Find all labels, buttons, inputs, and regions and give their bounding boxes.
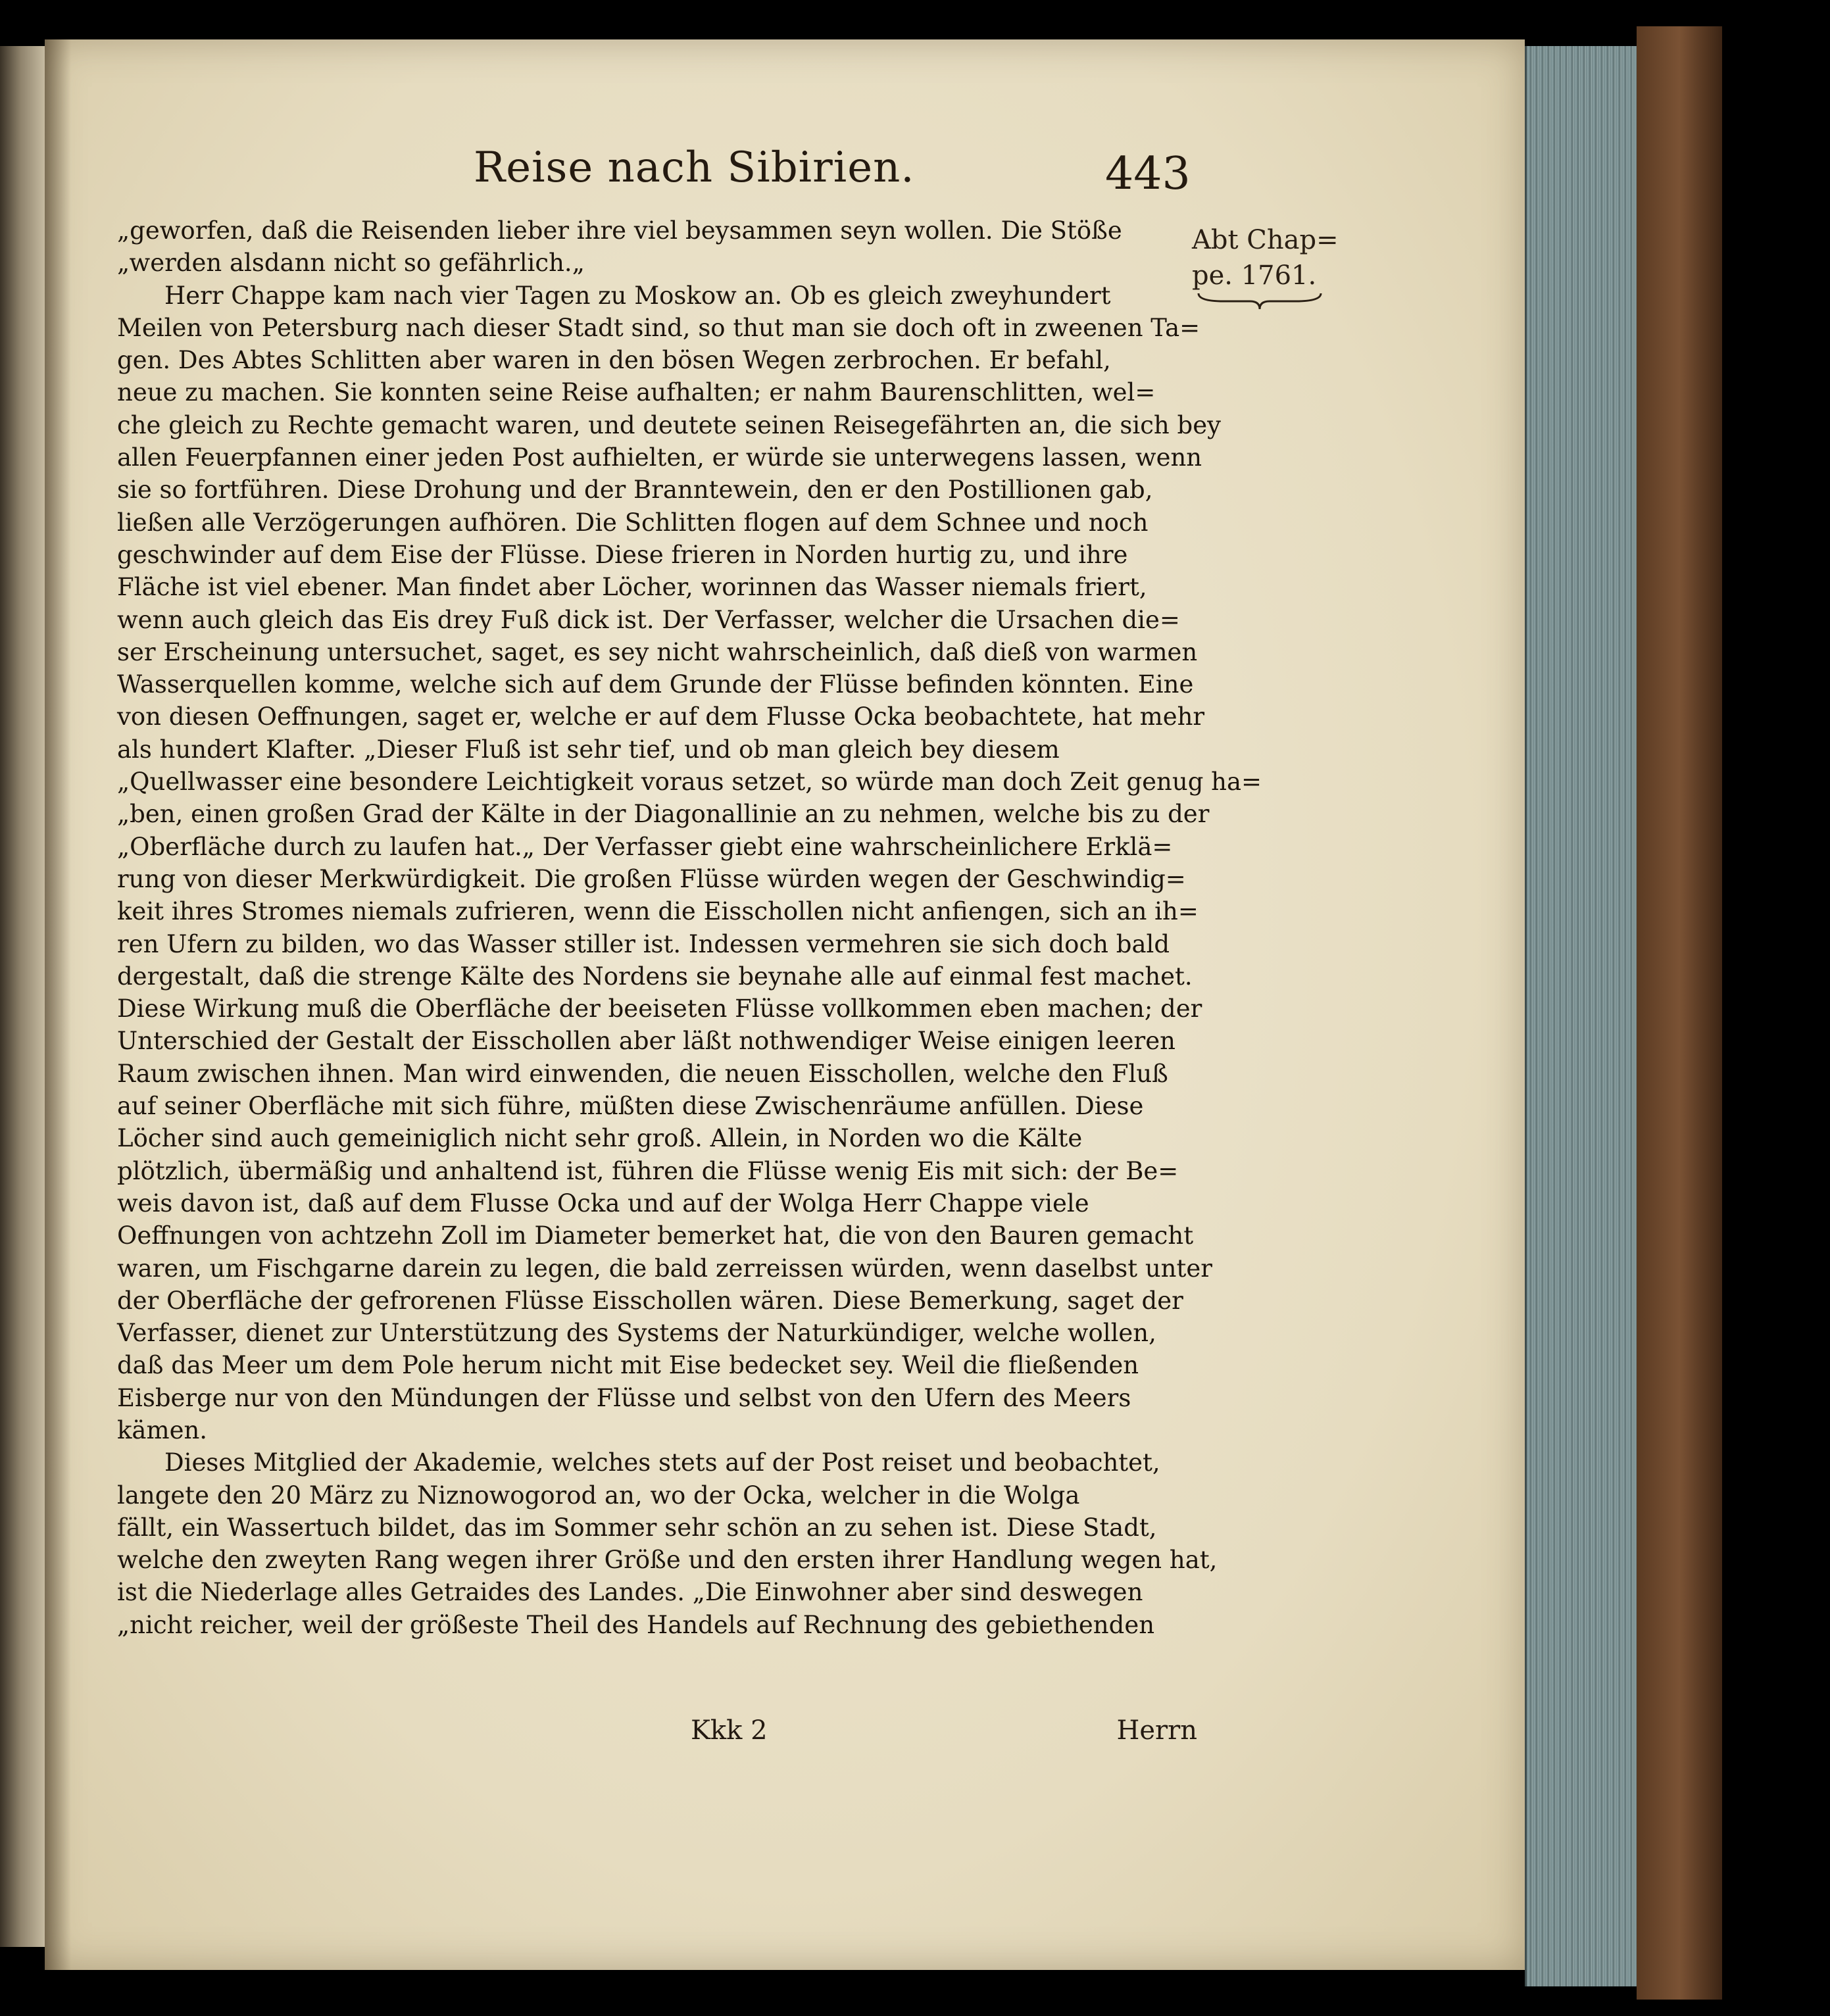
text-line: als hundert Klafter. „Dieser Fluß ist sehr tief, und ob man gleich bey diesem	[117, 735, 1060, 764]
text-line: auf seiner Oberfläche mit sich führe, müßten diese Zwischenräume anfüllen. Diese	[117, 1092, 1144, 1121]
text-line: der Oberfläche der gefrorenen Flüsse Eisschollen wären. Diese Bemerkung, saget der	[117, 1286, 1183, 1315]
text-line: gen. Des Abtes Schlitten aber waren in den bösen Wegen zerbrochen. Er befahl,	[117, 346, 1111, 375]
text-line: waren, um Fischgarne darein zu legen, die bald zerreissen würden, wenn daselbst unter	[117, 1254, 1212, 1283]
text-line: Wasserquellen komme, welche sich auf dem Grunde der Flüsse befinden könnten. Eine	[117, 670, 1194, 699]
text-line: „werden alsdann nicht so gefährlich.„	[117, 249, 585, 278]
text-line: Herr Chappe kam nach vier Tagen zu Moskow an. Ob es gleich zweyhundert	[164, 281, 1111, 310]
margin-brace	[1197, 291, 1322, 310]
text-line: keit ihres Stromes niemals zufrieren, wenn die Eisschollen nicht anfiengen, sich an ih=	[117, 897, 1199, 926]
text-line: Fläche ist viel ebener. Man findet aber Löcher, worinnen das Wasser niemals friert,	[117, 573, 1147, 602]
text-line: fällt, ein Wassertuch bildet, das im Sommer sehr schön an zu sehen ist. Diese Stadt,	[117, 1513, 1157, 1542]
text-line: Verfasser, dienet zur Unterstützung des Systems der Naturkündiger, welche wollen,	[117, 1319, 1156, 1348]
page-block-edges	[1525, 46, 1639, 1986]
text-line: plötzlich, übermäßig und anhaltend ist, führen die Flüsse wenig Eis mit sich: der Be=	[117, 1156, 1179, 1185]
facing-page-edge	[0, 46, 46, 1947]
text-line: „nicht reicher, weil der größeste Theil des Handels auf Rechnung des gebiethenden	[117, 1610, 1155, 1639]
text-line: weis davon ist, daß auf dem Flusse Ocka und auf der Wolga Herr Chappe viele	[117, 1189, 1089, 1217]
margin-note-line-1: Abt Chap=	[1192, 225, 1339, 255]
text-line: daß das Meer um dem Pole herum nicht mit Eise bedecket sey. Weil die fließenden	[117, 1351, 1139, 1380]
text-line: Eisberge nur von den Mündungen der Flüsse und selbst von den Ufern des Meers	[117, 1383, 1131, 1412]
text-line: Unterschied der Gestalt der Eisschollen aber läßt nothwendiger Weise einigen leeren	[117, 1027, 1175, 1056]
page-footer	[112, 1715, 1197, 1755]
text-line: Diese Wirkung muß die Oberfläche der beeiseten Flüsse vollkommen eben machen; der	[117, 995, 1202, 1023]
text-line: sie so fortführen. Diese Drohung und der Branntewein, den er den Postillionen gab,	[117, 476, 1153, 504]
text-line: welche den zweyten Rang wegen ihrer Größe und den ersten ihrer Handlung wegen hat,	[117, 1546, 1218, 1575]
text-line: allen Feuerpfannen einer jeden Post aufhielten, er würde sie unterwegens lassen, wenn	[117, 443, 1202, 472]
text-line: ser Erscheinung untersuchet, saget, es sey nicht wahrscheinlich, daß dieß von warmen	[117, 637, 1198, 666]
text-line: wenn auch gleich das Eis drey Fuß dick ist. Der Verfasser, welcher die Ursachen die=	[117, 605, 1180, 634]
text-line: „Oberfläche durch zu laufen hat.„ Der Verfasser giebt eine wahrscheinlichere Erklä=	[117, 832, 1173, 861]
text-line: „ben, einen großen Grad der Kälte in der Diagonallinie an zu nehmen, welche bis zu der	[117, 800, 1210, 829]
margin-note-line-2: pe. 1761.	[1192, 260, 1317, 291]
text-line: langete den 20 März zu Niznowogorod an, wo der Ocka, welcher in die Wolga	[117, 1481, 1080, 1510]
text-line: ließen alle Verzögerungen aufhören. Die Schlitten flogen auf dem Schnee und noch	[117, 508, 1149, 537]
text-line: Meilen von Petersburg nach dieser Stadt sind, so thut man sie doch oft in zweenen Ta=	[117, 313, 1200, 342]
text-line: rung von dieser Merkwürdigkeit. Die großen Flüsse würden wegen der Geschwindig=	[117, 864, 1186, 893]
running-title: Reise nach Sibirien.	[474, 143, 915, 192]
text-line: „geworfen, daß die Reisenden lieber ihre viel beysammen seyn wollen. Die Stöße	[117, 216, 1122, 245]
text-line: kämen.	[117, 1415, 208, 1444]
text-line: von diesen Oeffnungen, saget er, welche er auf dem Flusse Ocka beobachtete, hat mehr	[117, 702, 1205, 731]
page-number: 443	[1105, 148, 1191, 200]
margin-note	[1192, 222, 1343, 293]
text-line: Dieses Mitglied der Akademie, welches stets auf der Post reiset und beobachtet,	[164, 1448, 1160, 1477]
catchword: Herrn	[1116, 1715, 1197, 1746]
leather-cover-edge	[1637, 26, 1722, 2000]
text-line: Oeffnungen von achtzehn Zoll im Diameter bemerket hat, die von den Bauren gemacht	[117, 1221, 1194, 1250]
text-line: geschwinder auf dem Eise der Flüsse. Diese frieren in Norden hurtig zu, und ihre	[117, 540, 1128, 569]
text-line: „Quellwasser eine besondere Leichtigkeit voraus setzet, so würde man doch Zeit genug ha=	[117, 768, 1262, 797]
text-line: che gleich zu Rechte gemacht waren, und deutete seinen Reisegefährten an, die sich bey	[117, 410, 1221, 439]
page-gutter-shadow	[45, 39, 71, 1970]
text-line: Raum zwischen ihnen. Man wird einwenden, die neuen Eisschollen, welche den Fluß	[117, 1059, 1168, 1088]
text-line: dergestalt, daß die strenge Kälte des Nordens sie beynahe alle auf einmal fest machet.	[117, 962, 1193, 991]
signature-mark: Kkk 2	[691, 1715, 768, 1746]
text-line: ist die Niederlage alles Getraides des Landes. „Die Einwohner aber sind deswegen	[117, 1578, 1143, 1607]
text-line: ren Ufern zu bilden, wo das Wasser stiller ist. Indessen vermehren sie sich doch bald	[117, 929, 1170, 958]
text-line: Löcher sind auch gemeiniglich nicht sehr groß. Allein, in Norden wo die Kälte	[117, 1124, 1083, 1153]
text-line: neue zu machen. Sie konnten seine Reise aufhalten; er nahm Baurenschlitten, wel=	[117, 378, 1156, 407]
